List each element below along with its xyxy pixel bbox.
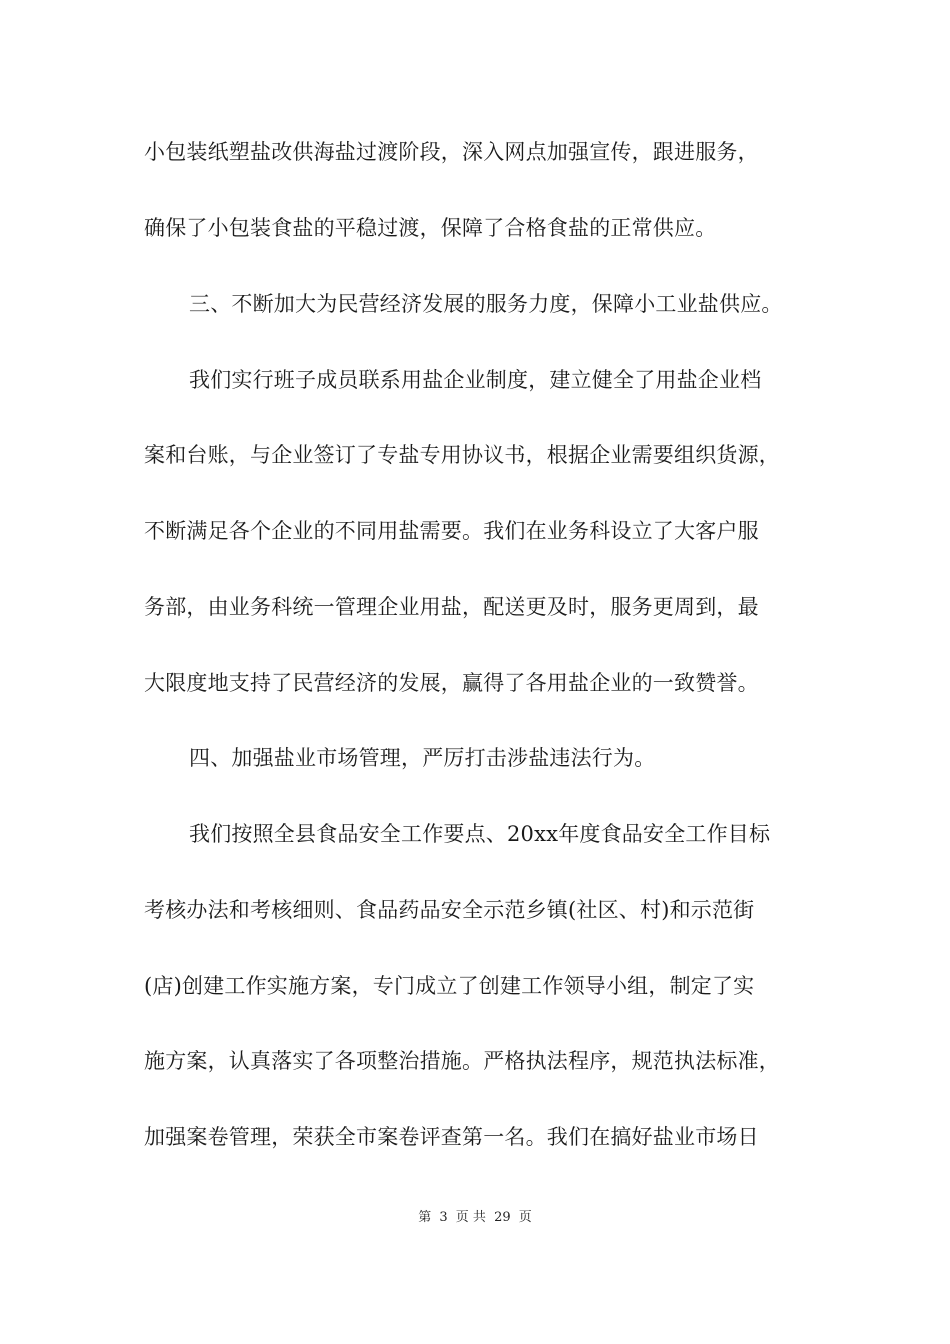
text-line: 大限度地支持了民营经济的发展，赢得了各用盐企业的一致赞誉。 [144, 671, 759, 695]
text-line: 我们按照全县食品安全工作要点、20xx年度食品安全工作目标 [189, 822, 771, 846]
footer-suffix: 页 [518, 1210, 532, 1225]
current-page-number: 3 [439, 1210, 448, 1225]
text-line: 小包装纸塑盐改供海盐过渡阶段，深入网点加强宣传，跟进服务， [144, 140, 759, 164]
text-line: 施方案，认真落实了各项整治措施。严格执法程序，规范执法标准， [144, 1049, 780, 1073]
section-heading: 四、加强盐业市场管理，严厉打击涉盐违法行为。 [189, 746, 656, 770]
text-line: (店)创建工作实施方案，专门成立了创建工作领导小组，制定了实 [144, 974, 755, 998]
text-line: 加强案卷管理，荣获全市案卷评查第一名。我们在搞好盐业市场日 [144, 1125, 759, 1149]
section-heading: 三、不断加大为民营经济发展的服务力度，保障小工业盐供应。 [189, 292, 783, 316]
text-line: 不断满足各个企业的不同用盐需要。我们在业务科设立了大客户服 [144, 519, 759, 543]
footer-prefix: 第 [418, 1210, 432, 1225]
text-line: 务部，由业务科统一管理企业用盐，配送更及时，服务更周到，最 [144, 595, 759, 619]
text-line: 案和台账，与企业签订了专盐专用协议书，根据企业需要组织货源， [144, 443, 780, 467]
page-footer [0, 1208, 950, 1228]
text-line: 我们实行班子成员联系用盐企业制度，建立健全了用盐企业档 [189, 368, 762, 392]
text-line: 考核办法和考核细则、食品药品安全示范乡镇(社区、村)和示范街 [144, 898, 755, 922]
total-page-count: 29 [494, 1210, 511, 1225]
footer-middle: 页 共 [455, 1210, 486, 1225]
text-line: 确保了小包装食盐的平稳过渡，保障了合格食盐的正常供应。 [144, 216, 717, 240]
